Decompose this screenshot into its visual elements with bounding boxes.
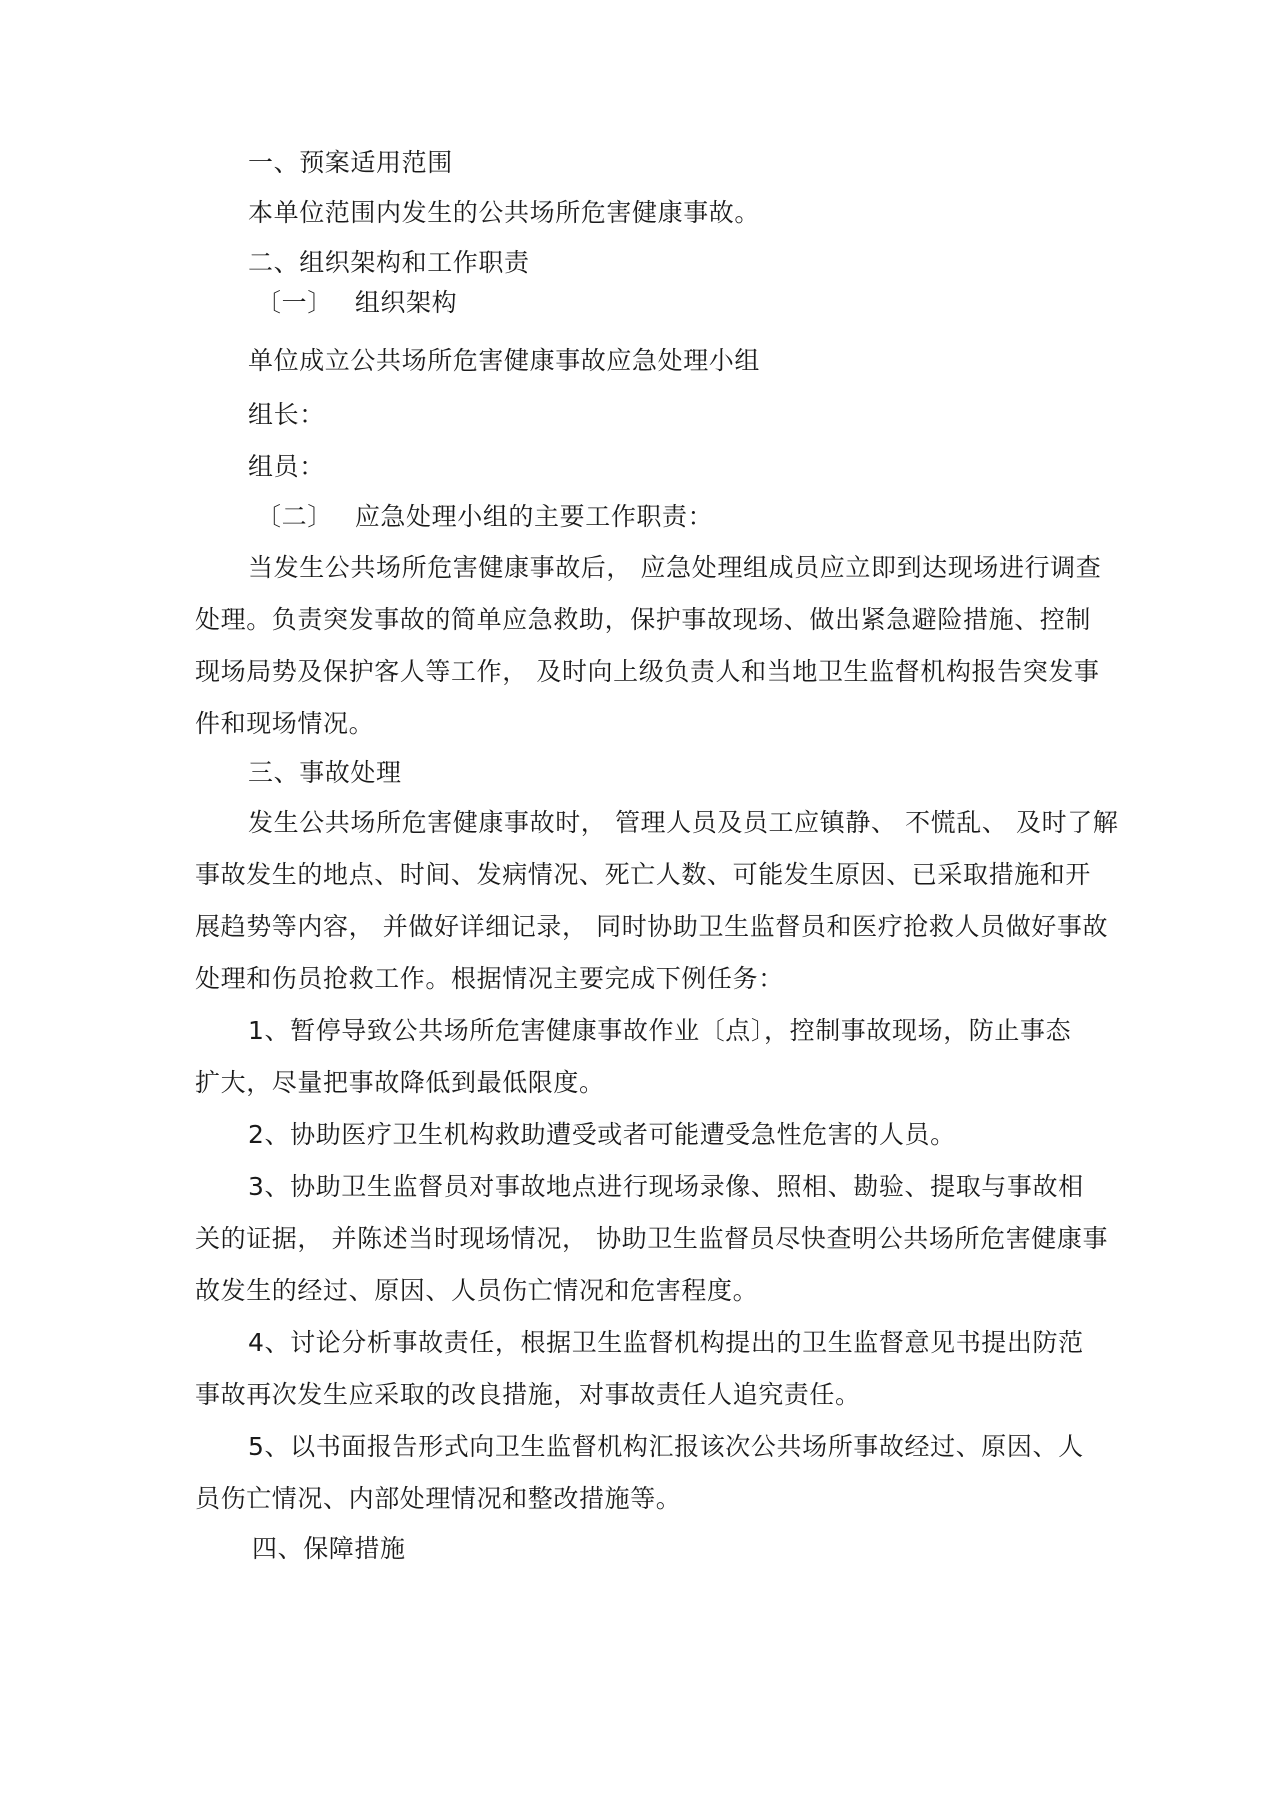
member-label: 组员： [248, 452, 325, 481]
subsection1-title: 组织架构 [354, 288, 458, 317]
leader-label: 组长： [248, 400, 325, 429]
subsection2-title: 应急处理小组的主要工作职责： [354, 502, 714, 531]
section3-heading: 三、事故处理 [248, 758, 402, 787]
duty-line-1: 当发生公共场所危害健康事故后， 应急处理组成员应立即到达现场进行调查 [248, 553, 1102, 582]
duty-line-3: 现场局势及保护客人等工作， 及时向上级负责人和当地卫生监督机构报告突发事 [195, 657, 1100, 686]
section4-heading: 四、保障措施 [252, 1534, 406, 1563]
section2-heading: 二、组织架构和工作职责 [248, 248, 530, 277]
handling-line-2: 事故发生的地点、时间、发病情况、死亡人数、可能发生原因、已采取措施和开 [195, 860, 1092, 889]
task1-line-2: 扩大，尽量把事故降低到最低限度。 [195, 1068, 605, 1097]
subsection2-marker: 〔二〕 [256, 502, 333, 531]
task3-line-3: 故发生的经过、原因、人员伤亡情况和危害程度。 [195, 1276, 759, 1305]
handling-line-1: 发生公共场所危害健康事故时， 管理人员及员工应镇静、 不慌乱、 及时了解 [248, 808, 1119, 837]
task4-line-2: 事故再次发生应采取的改良措施，对事故责任人追究责任。 [195, 1380, 861, 1409]
handling-line-3: 展趋势等内容， 并做好详细记录， 同时协助卫生监督员和医疗抢救人员做好事故 [195, 912, 1109, 941]
subsection2-heading [256, 500, 713, 534]
subsection1-heading [256, 286, 457, 320]
section1-heading: 一、预案适用范围 [248, 148, 453, 177]
org-line: 单位成立公共场所危害健康事故应急处理小组 [248, 346, 761, 375]
subsection1-marker: 〔一〕 [256, 288, 333, 317]
task5-line-1: 5、以书面报告形式向卫生监督机构汇报该次公共场所事故经过、原因、人 [248, 1432, 1084, 1461]
section1-text: 本单位范围内发生的公共场所危害健康事故。 [248, 198, 761, 227]
task4-line-1: 4、讨论分析事故责任，根据卫生监督机构提出的卫生监督意见书提出防范 [248, 1328, 1084, 1357]
task5-line-2: 员伤亡情况、内部处理情况和整改措施等。 [195, 1484, 682, 1513]
task1-line-1: 1、暂停导致公共场所危害健康事故作业〔点〕，控制事故现场，防止事态 [248, 1016, 1072, 1045]
duty-line-4: 件和现场情况。 [195, 709, 375, 738]
handling-line-4: 处理和伤员抢救工作。根据情况主要完成下例任务： [195, 964, 784, 993]
task3-line-1: 3、协助卫生监督员对事故地点进行现场录像、照相、勘验、提取与事故相 [248, 1172, 1084, 1201]
task2-line: 2、协助医疗卫生机构救助遭受或者可能遭受急性危害的人员。 [248, 1120, 956, 1149]
duty-line-2: 处理。负责突发事故的简单应急救助，保护事故现场、做出紧急避险措施、控制 [195, 605, 1092, 634]
task3-line-2: 关的证据， 并陈述当时现场情况， 协助卫生监督员尽快查明公共场所危害健康事 [195, 1224, 1109, 1253]
